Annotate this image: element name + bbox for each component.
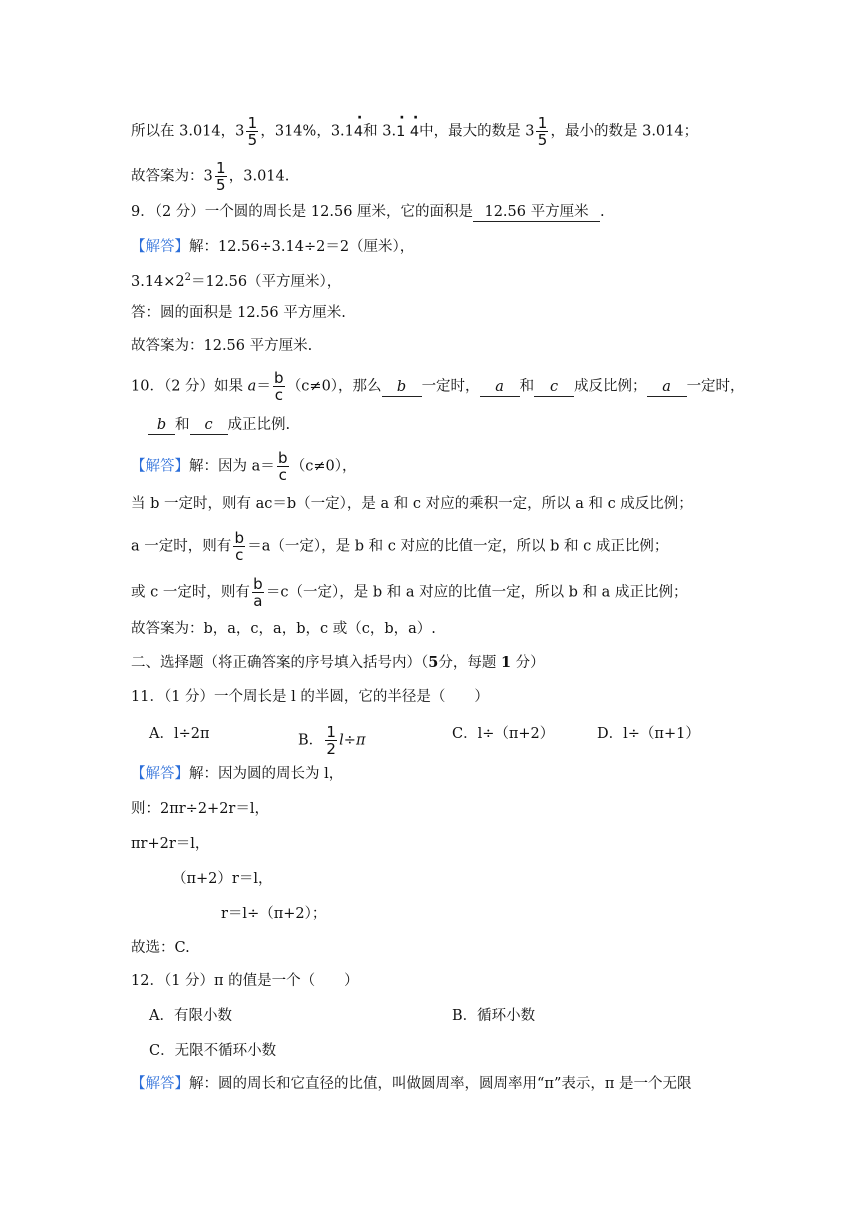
answer-blank: 12.56 平方厘米: [473, 203, 600, 222]
text: 3.14×2: [131, 273, 185, 290]
fraction: $\frac{1}{2}$: [326, 723, 336, 758]
fraction: $\frac{b}{c}$: [234, 529, 245, 564]
repeating-digit: · 4: [409, 109, 420, 140]
answer-blank: b: [382, 378, 422, 397]
answer-blank: c: [190, 416, 228, 435]
text: 成反比例；: [574, 378, 647, 395]
var: a: [247, 378, 257, 395]
text: 5: [428, 654, 439, 671]
text: 分，每题: [438, 655, 501, 671]
option-b: [298, 724, 365, 757]
text: （c≠0），: [290, 458, 357, 475]
text: ＝c（一定），是 b 和 a 对应的比值一定，所以 b 和 a 成正比例；: [265, 584, 688, 601]
exponent: 2: [184, 272, 192, 283]
option-a: A．有限小数: [149, 1008, 232, 1024]
text: 一定时，: [421, 378, 480, 395]
text: 解：12.56÷3.14÷2＝2（厘米），: [189, 239, 415, 255]
text: 和 3.: [363, 123, 397, 140]
option-b: B．循环小数: [452, 1008, 536, 1024]
fraction: $\frac{1}{5}$: [247, 114, 258, 149]
text: l÷π: [339, 732, 366, 749]
text: （c≠0），那么: [286, 378, 382, 395]
text: 故答案为：3: [131, 168, 213, 185]
text: 中，最大的数是 3: [419, 123, 535, 140]
text: 成正比例.: [227, 417, 291, 433]
text: B．: [298, 732, 324, 749]
answer10-line5: 故答案为：b，a，c，a，b，c 或（c，b，a）.: [131, 621, 436, 637]
answer-blank: a: [647, 378, 687, 397]
question-text: 9．（2 分）一个圆的周长是 12.56 厘米，它的面积是: [131, 204, 474, 220]
question-10-line2: [148, 415, 290, 435]
answer-tag: 【解答】: [131, 239, 189, 255]
answer9-line1: [131, 237, 414, 257]
fraction: $\frac{b}{a}$: [253, 575, 263, 610]
answer9-line3: 答：圆的面积是 12.56 平方厘米.: [131, 305, 346, 321]
text: 1: [500, 654, 512, 671]
fraction: $\frac{b}{c}$: [278, 449, 288, 484]
answer-tag: 【解答】: [131, 766, 189, 782]
answer11-line2: 则：2πr÷2+2r＝l，: [131, 801, 270, 817]
answer8-line2: [131, 160, 289, 193]
answer-blank: b: [148, 416, 175, 435]
answer9-line2: [131, 268, 341, 292]
answer9-line4: 故答案为：12.56 平方厘米.: [131, 338, 313, 354]
text: ＝12.56（平方厘米），: [191, 273, 342, 290]
answer11-line4: （π+2）r＝l，: [172, 871, 273, 887]
text: 和: [175, 417, 190, 433]
fraction: $\frac{b}{c}$: [274, 369, 284, 404]
answer8-line1: [131, 109, 699, 149]
question-12: 12．（1 分）π 的值是一个（ ）: [131, 973, 359, 989]
text: 解：因为 a＝: [189, 458, 275, 475]
question-9: [131, 202, 605, 222]
text: .: [600, 204, 605, 220]
text: 一定时，: [686, 378, 745, 395]
option-a: A．l÷2π: [149, 726, 210, 742]
answer-tag: 【解答】: [131, 458, 189, 475]
answer11-line3: πr+2r＝l，: [131, 836, 210, 852]
text: 解：因为圆的周长为 l，: [189, 766, 344, 782]
option-d: D．l÷（π+1）: [597, 726, 700, 742]
fraction: $\frac{1}{5}$: [215, 159, 226, 194]
answer10-line2: 当 b 一定时，则有 ac＝b（一定），是 a 和 c 对应的乘积一定，所以 a 和 c 成反比例；: [131, 496, 693, 512]
fraction: $\frac{1}{5}$: [537, 114, 548, 149]
section-2-heading: [131, 653, 545, 673]
text: ＝: [256, 378, 271, 395]
text: 解：圆的周长和它直径的比值，叫做圆周率，圆周率用“π”表示，π 是一个无限: [189, 1076, 692, 1092]
text: ，最小的数是 3.014；: [550, 123, 699, 140]
answer11-line5: r＝l÷（π+2）；: [221, 906, 327, 922]
text: 分）: [511, 655, 545, 671]
answer-blank: c: [534, 378, 574, 397]
question-10-line1: [131, 370, 745, 403]
question-11: 11．（1 分）一个周长是 l 的半圆，它的半径是（ ）: [131, 689, 489, 705]
text: 二、选择题（将正确答案的序号填入括号内）（: [131, 655, 429, 671]
text: 或 c 一定时，则有: [131, 584, 250, 601]
answer10-line3: [131, 530, 668, 563]
repeating-digit: · 4: [353, 109, 364, 140]
option-c: C．无限不循环小数: [149, 1043, 277, 1059]
text: ，3.014.: [228, 168, 290, 185]
answer10-line1: [131, 450, 357, 483]
text: ，314%，3.1: [260, 123, 354, 140]
answer12-line1: [131, 1074, 692, 1094]
text: 和: [519, 378, 535, 395]
option-c: C．l÷（π+2）: [452, 726, 555, 742]
answer-tag: 【解答】: [131, 1076, 189, 1092]
text: ＝a（一定），是 b 和 c 对应的比值一定，所以 b 和 c 成正比例；: [247, 538, 669, 555]
answer10-line4: [131, 576, 687, 609]
answer-blank: a: [480, 378, 520, 397]
text: 所以在 3.014，3: [131, 123, 245, 140]
repeating-digit: · 1: [396, 109, 406, 140]
answer11-line6: 故选：C.: [131, 940, 190, 956]
text: 10．（2 分）如果: [131, 378, 248, 395]
answer11-line1: [131, 764, 343, 784]
text: a 一定时，则有: [131, 538, 232, 555]
